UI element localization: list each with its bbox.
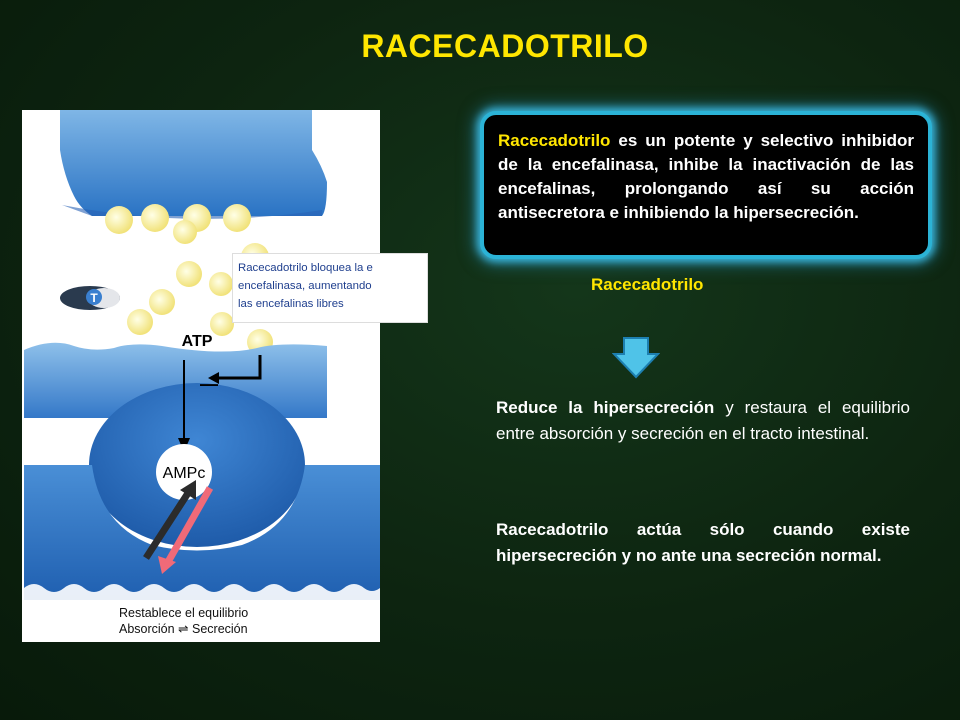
definition-highlight: Racecadotrilo bbox=[498, 131, 611, 150]
note-line-2: encefalinasa, aumentando bbox=[238, 280, 372, 292]
nerve-terminal bbox=[60, 110, 327, 216]
ampc-label: AMPc bbox=[162, 465, 206, 482]
condition-paragraph: Racecadotrilo actúa sólo cuando existe hipersecreción y no ante una secreción normal. bbox=[496, 520, 910, 565]
mechanism-diagram bbox=[22, 110, 380, 642]
atp-label: ATP bbox=[181, 333, 213, 350]
caption-line-2: Absorción ⇌ Secreción bbox=[119, 622, 248, 636]
effect-paragraph bbox=[496, 395, 910, 447]
slide-title: RACECADOTRILO bbox=[361, 28, 649, 64]
effect-rest: y restaura el equilibrio entre absorción y secreción en el tracto intestinal. bbox=[496, 398, 910, 443]
drug-capsule-icon bbox=[60, 286, 120, 310]
diagram-note bbox=[232, 253, 428, 323]
down-arrow-icon bbox=[612, 336, 660, 385]
note-line-1: Racecadotrilo bloquea la e bbox=[238, 262, 373, 274]
inhibition-mark: — bbox=[200, 374, 218, 394]
definition-text: es un potente y selectivo inhibidor de la encefalinasa, inhibe la inactivación de las encefalinas, prolongando así su acción antisecretora e inhibiendo la hipersecreción. bbox=[498, 131, 914, 222]
effect-heading: Racecadotrilo bbox=[591, 275, 704, 294]
definition-box bbox=[480, 111, 932, 259]
caption-line-1: Restablece el equilibrio bbox=[119, 606, 249, 620]
effect-bold: Reduce la hipersecreción bbox=[496, 398, 715, 417]
note-line-3: las encefalinas libres bbox=[238, 298, 344, 310]
drug-badge-label: T bbox=[90, 291, 98, 305]
